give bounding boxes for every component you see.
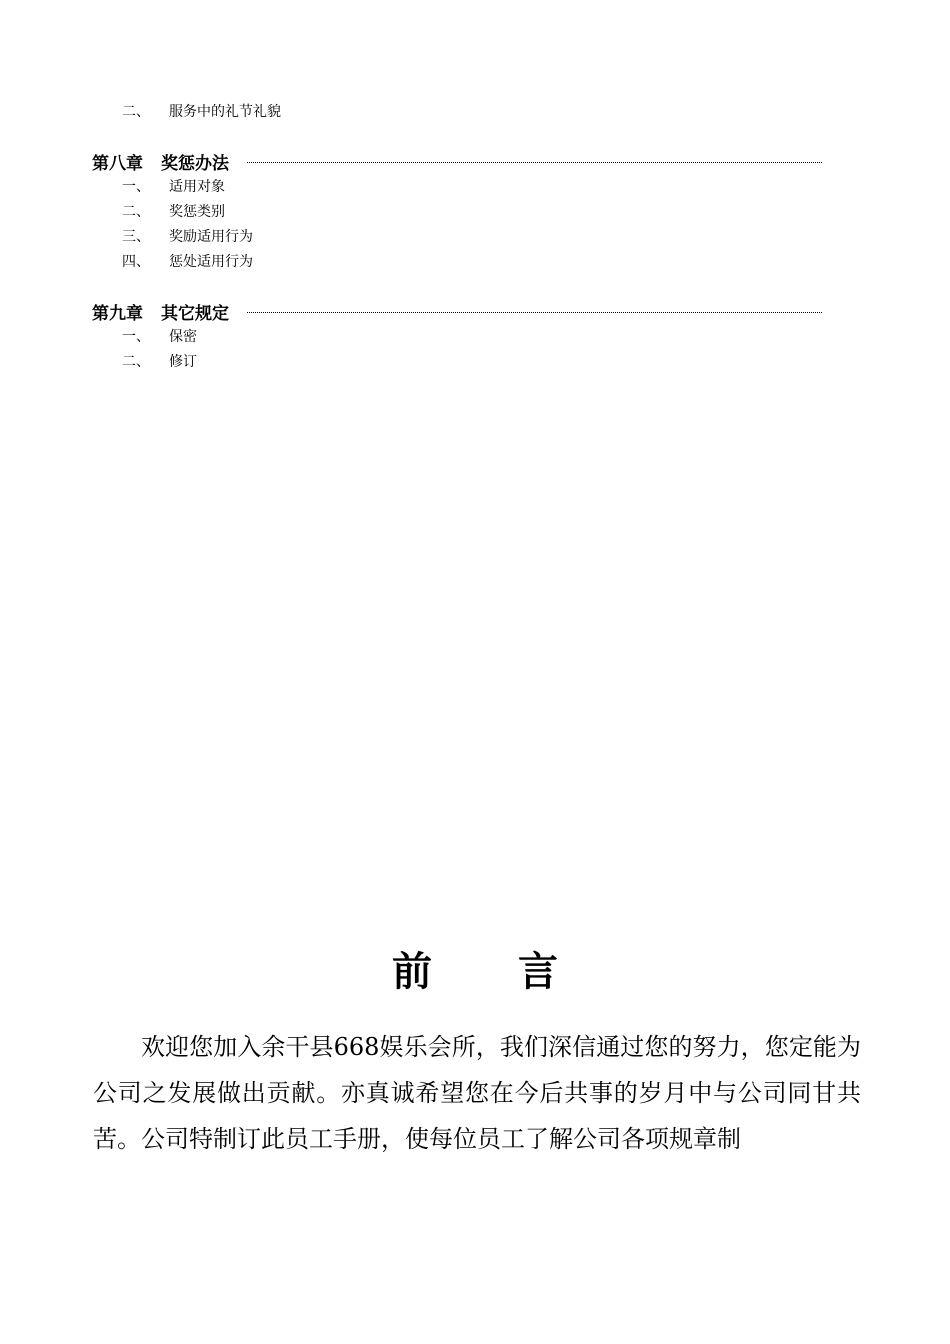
toc-item-number: 二、 — [122, 104, 150, 120]
toc-item-label: 适用对象 — [169, 179, 225, 195]
toc-item — [122, 203, 225, 221]
toc-item — [122, 103, 281, 121]
toc-item-number: 二、 — [122, 204, 150, 220]
toc-item-number: 四、 — [122, 254, 150, 270]
toc-item-number: 二、 — [122, 354, 150, 370]
toc-item-label: 奖惩类别 — [169, 204, 225, 220]
chapter-title: 奖惩办法 — [161, 153, 229, 174]
preface-title — [0, 946, 950, 998]
toc-item — [122, 228, 253, 246]
toc-item-number: 一、 — [122, 179, 150, 195]
toc-chapter-8 — [92, 150, 822, 172]
toc-item-label: 服务中的礼节礼貌 — [169, 104, 281, 120]
toc-item — [122, 178, 225, 196]
preface-title-right: 言 — [518, 949, 558, 995]
preface-paragraph: 欢迎您加入余干县668娱乐会所，我们深信通过您的努力，您定能为公司之发展做出贡献。亦真诚希望您在今后共事的岁月中与公司同甘共苦。公司特制订此员工手册，使每位员工了解公司各项规章制 — [93, 1033, 861, 1153]
toc-item-number: 一、 — [122, 329, 150, 345]
toc-chapter-9 — [92, 300, 822, 322]
chapter-number: 第八章 — [92, 153, 143, 174]
dotted-leader — [247, 162, 822, 163]
toc-item — [122, 253, 253, 271]
toc-item-label: 保密 — [169, 329, 197, 345]
preface-title-left: 前 — [392, 949, 432, 995]
toc-item — [122, 353, 197, 371]
toc-item-label: 修订 — [169, 354, 197, 370]
toc-item — [122, 328, 197, 346]
toc-item-label: 惩处适用行为 — [169, 254, 253, 270]
chapter-title: 其它规定 — [161, 303, 229, 324]
chapter-number: 第九章 — [92, 303, 143, 324]
dotted-leader — [247, 312, 822, 313]
toc-item-label: 奖励适用行为 — [169, 229, 253, 245]
toc-item-number: 三、 — [122, 229, 150, 245]
